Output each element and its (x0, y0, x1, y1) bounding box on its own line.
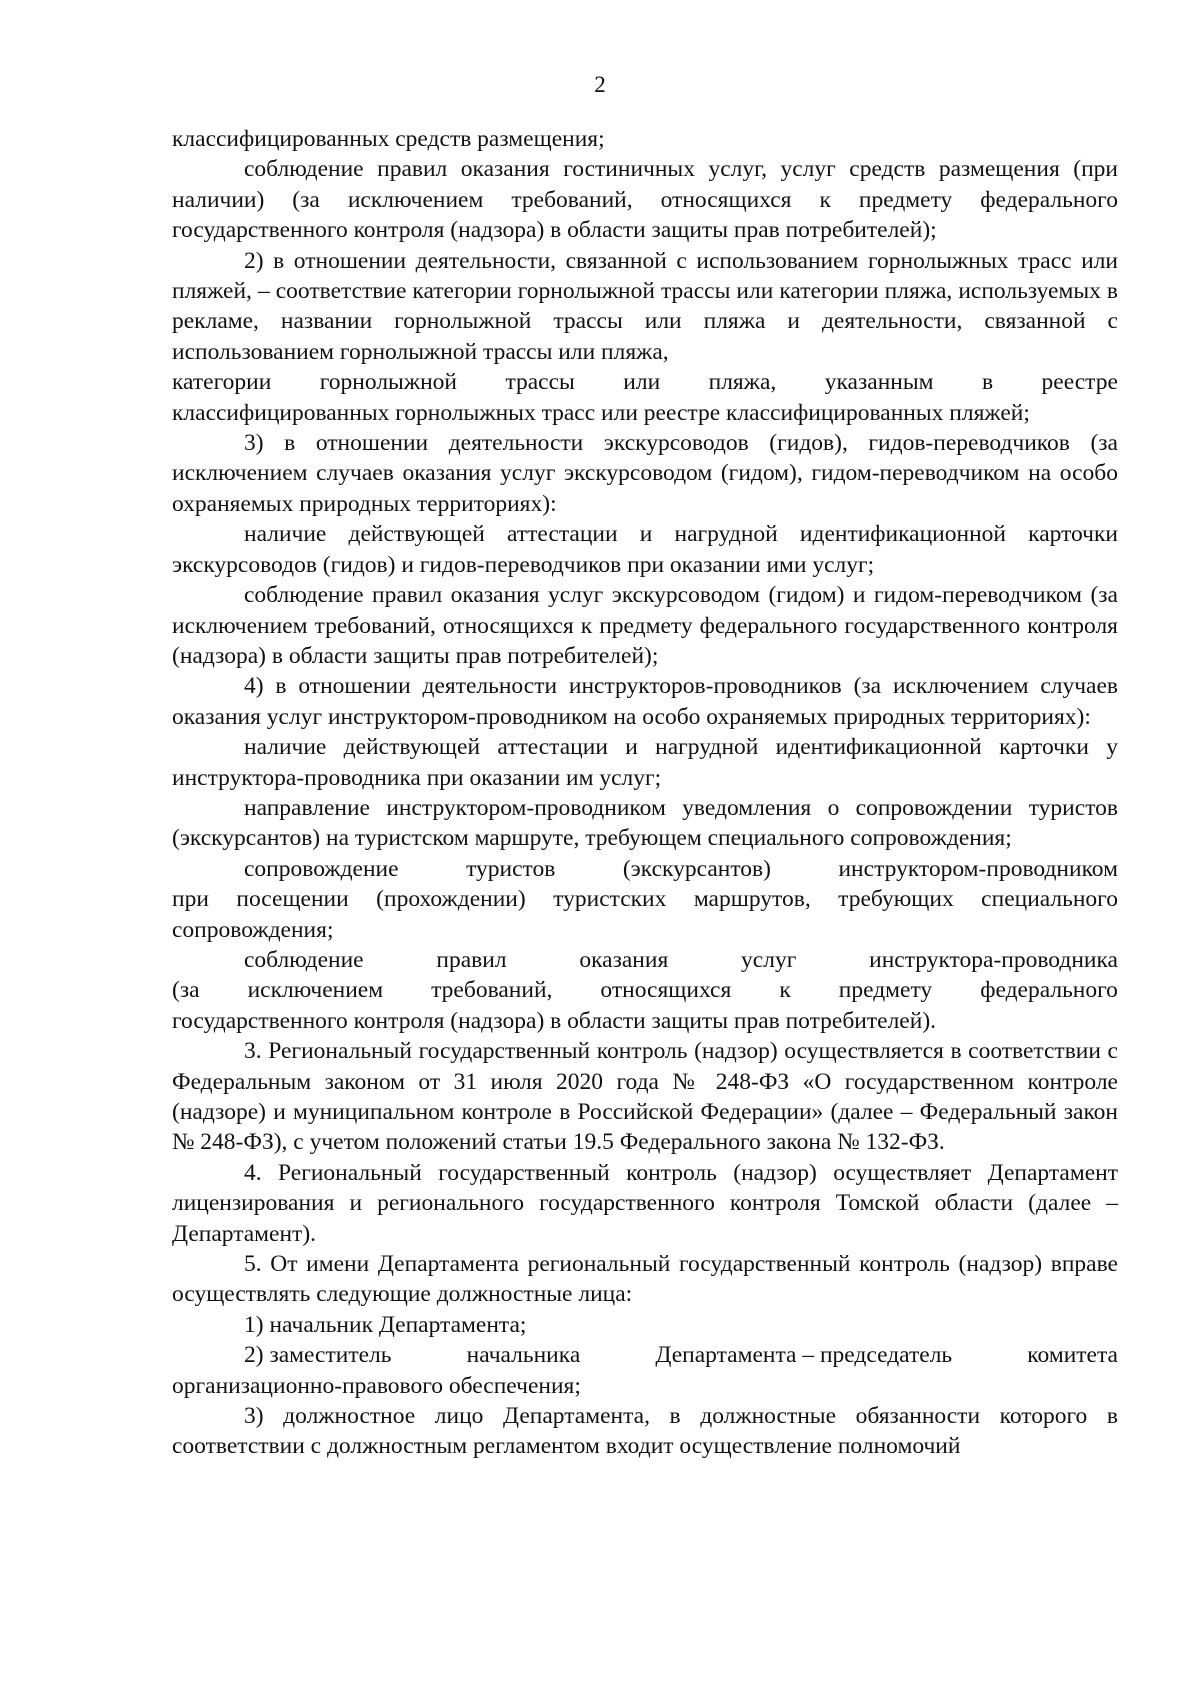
paragraph: наличие действующей аттестации и нагрудной идентификационной карточки экскурсоводов (гидов) и гидов-переводчиков при оказании ими услуг; (172, 521, 1118, 578)
paragraph-continuation: государственного контроля (надзора) в области защиты прав потребителей). (172, 1007, 937, 1034)
paragraph: 1) начальник Департамента; (244, 1311, 527, 1338)
word: пляжа, (708, 369, 777, 396)
justified-line (172, 975, 1118, 1005)
word: к (779, 977, 791, 1004)
word: в (981, 369, 994, 396)
word: комитета (1027, 1342, 1118, 1369)
word: соблюдение (244, 946, 364, 973)
word: горнолыжной (319, 369, 457, 396)
word: инструктора-проводника (869, 946, 1118, 973)
paragraph: соблюдение правил оказания услуг экскурсоводом (гидом) и гидом-переводчиком (за исключением требований, относящихся к предмету федерального государственного контроля (надзора) в области защиты прав потребителей); (172, 582, 1118, 669)
word: или (623, 369, 661, 396)
paragraph: направление инструктором-проводником уведомления о сопровождении туристов (экскурсантов) на туристском маршруте, требующем специального сопровождения; (172, 794, 1118, 852)
paragraph: 3. Региональный государственный контроль (надзор) осуществляется в соответствии с Федеральным законом от 31 июля 2020 года № 248-ФЗ «О государственном контроле (надзоре) и муниципальном контроле в Российской Федерации» (далее – Федеральный закон № 248-ФЗ), с учетом положений статьи 19.5 Федерального закона № 132-ФЗ. (172, 1038, 1118, 1156)
word: относящихся (600, 977, 732, 1004)
justified-line (172, 854, 1118, 884)
paragraph: 3) в отношении деятельности экскурсоводов (гидов), гидов-переводчиков (за исключением случаев оказания услуг экскурсоводом (гидом), гидом-переводчиком на особо охраняемых природных территориях): (172, 430, 1118, 517)
word: (за (172, 977, 200, 1004)
word: туристов (466, 855, 556, 882)
word: указанным (824, 369, 934, 396)
word: исключением (247, 977, 384, 1004)
word: федерального (980, 977, 1118, 1004)
word: сопровождение (244, 855, 399, 882)
word: реестре (1041, 369, 1118, 396)
word: Департамента – председатель (655, 1342, 953, 1369)
paragraph: соблюдение правил оказания гостиничных услуг, услуг средств размещения (при наличии) (за исключением требований, относящихся к предмету федерального государственного контроля (надзора) в области защиты прав потребителей); (172, 156, 1118, 244)
word: трассы (505, 369, 575, 396)
word: услуг (741, 946, 797, 973)
justified-line (172, 367, 1118, 397)
word: правил (436, 946, 507, 973)
word: оказания (579, 946, 669, 973)
paragraph-continuation: классифицированных горнолыжных трасс или реестре классифицированных пляжей; (172, 399, 1030, 426)
justified-line (172, 945, 1118, 975)
paragraph: классифицированных средств размещения; (172, 126, 605, 152)
paragraph-continuation: при посещении (прохождении) туристских маршрутов, требующих специального сопровождения; (172, 886, 1118, 943)
word: (экскурсантов) (622, 855, 771, 882)
paragraph: 4) в отношении деятельности инструкторов-проводников (за исключением случаев оказания услуг инструктором-проводником на особо охраняемых природных территориях): (172, 673, 1118, 730)
word: инструктором-проводником (838, 855, 1118, 882)
word: 2) заместитель (244, 1342, 392, 1369)
justified-line (172, 1340, 1118, 1370)
word: предмету (838, 977, 933, 1004)
paragraph: 5. От имени Департамента региональный государственный контроль (надзор) вправе осуществлять следующие должностные лица: (172, 1251, 1118, 1308)
paragraph: 3) должностное лицо Департамента, в должностные обязанности которого в соответствии с должностным регламентом входит осуществление полномочий (172, 1403, 1118, 1460)
word: начальника (466, 1342, 581, 1369)
document-body (172, 124, 1118, 1462)
paragraph: 4. Региональный государственный контроль (надзор) осуществляет Департамент лицензирования и регионального государственного контроля Томской области (далее – Департамент). (172, 1159, 1118, 1247)
page-number: 2 (594, 72, 606, 97)
paragraph: наличие действующей аттестации и нагрудной идентификационной карточки у инструктора-проводника при оказании им услуг; (172, 734, 1118, 791)
paragraph: 2) в отношении деятельности, связанной с использованием горнолыжных трасс или пляжей, – соответствие категории горнолыжной трассы или категории пляжа, используемых в рекламе, названии горнолыжной трассы или пляжа и деятельности, связанной с использованием горнолыжной трассы или пляжа, (172, 247, 1118, 365)
paragraph-continuation: организационно-правового обеспечения; (172, 1372, 581, 1399)
word: категории (172, 369, 272, 396)
word: требований, (431, 977, 553, 1004)
